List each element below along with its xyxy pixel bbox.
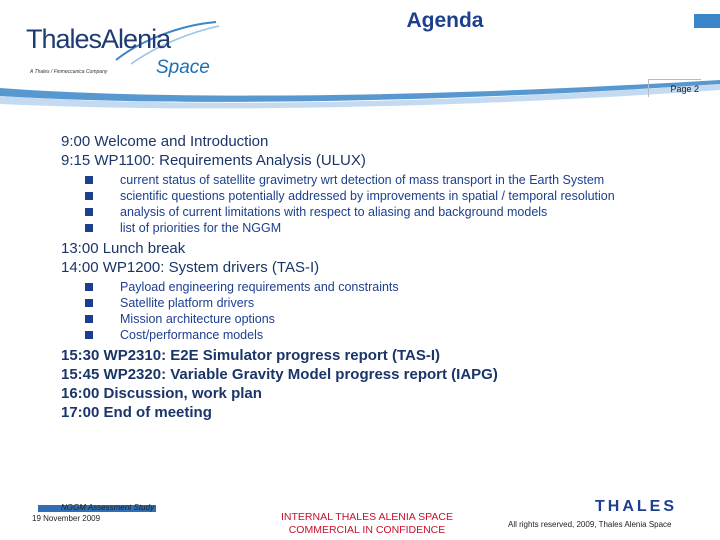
square-bullet-icon xyxy=(85,315,93,323)
agenda-item: 15:45 WP2320: Variable Gravity Model progress report (IAPG) xyxy=(61,366,498,383)
confidentiality-line-2: COMMERCIAL IN CONFIDENCE xyxy=(288,524,446,536)
logo-brand: ThalesAlenia xyxy=(26,24,171,54)
confidentiality-notice xyxy=(262,511,472,537)
square-bullet-icon xyxy=(85,224,93,232)
copyright-notice: All rights reserved, 2009, Thales Alenia Space xyxy=(508,520,672,529)
agenda-item: 16:00 Discussion, work plan xyxy=(61,385,262,402)
confidentiality-line-1: INTERNAL THALES ALENIA SPACE xyxy=(281,511,453,523)
list-item: Payload engineering requirements and constraints xyxy=(81,281,681,294)
square-bullet-icon xyxy=(85,208,93,216)
agenda-item: 13:00 Lunch break xyxy=(61,240,186,257)
wp1200-list xyxy=(61,281,681,342)
square-bullet-icon xyxy=(85,283,93,291)
agenda-item: 9:00 Welcome and Introduction xyxy=(61,133,269,150)
agenda-item: 15:30 WP2310: E2E Simulator progress report (TAS-I) xyxy=(61,347,440,364)
logo-space: Space xyxy=(156,57,210,78)
square-bullet-icon xyxy=(85,176,93,184)
list-item: analysis of current limitations with respect to aliasing and background models xyxy=(81,206,681,219)
thales-logo: THALES xyxy=(595,498,677,515)
agenda-content xyxy=(61,132,681,422)
logo-tagline: A Thales / Finmeccanica Company xyxy=(30,69,108,75)
square-bullet-icon xyxy=(85,299,93,307)
agenda-item: 9:15 WP1100: Requirements Analysis (ULUX) xyxy=(61,152,366,169)
square-bullet-icon xyxy=(85,331,93,339)
list-item: Cost/performance models xyxy=(81,329,681,342)
page-title: Agenda xyxy=(406,9,484,32)
list-item: current status of satellite gravimetry wrt detection of mass transport in the Earth System xyxy=(81,174,681,187)
footer-study-name: NGGM Assessment Study xyxy=(61,503,155,512)
agenda-item: 14:00 WP1200: System drivers (TAS-I) xyxy=(61,259,320,276)
agenda-item: 17:00 End of meeting xyxy=(61,404,212,421)
list-item: list of priorities for the NGGM xyxy=(81,222,681,235)
wp1100-list xyxy=(61,174,681,235)
square-bullet-icon xyxy=(85,192,93,200)
page-number: Page 2 xyxy=(648,79,701,97)
list-item: Satellite platform drivers xyxy=(81,297,681,310)
list-item: Mission architecture options xyxy=(81,313,681,326)
footer-date: 19 November 2009 xyxy=(32,514,101,523)
list-item: scientific questions potentially addressed by improvements in spatial / temporal resolution xyxy=(81,190,681,203)
